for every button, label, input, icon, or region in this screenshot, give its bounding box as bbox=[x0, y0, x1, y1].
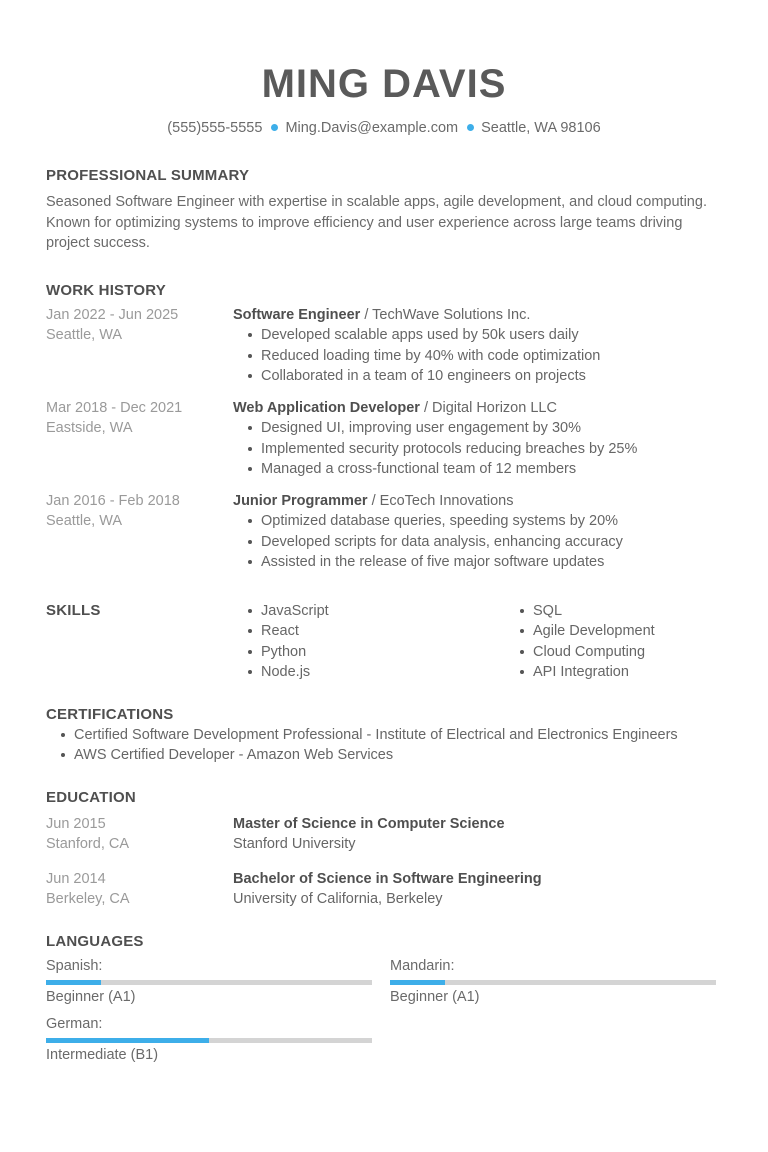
education-location: Stanford, CA bbox=[46, 836, 130, 852]
proficiency-bar bbox=[390, 980, 716, 985]
job-location: Seattle, WA bbox=[46, 327, 123, 343]
language-item bbox=[46, 956, 372, 1007]
skills-section bbox=[46, 601, 722, 683]
education-degree: Master of Science in Computer Science bbox=[233, 815, 505, 832]
certifications-list bbox=[46, 725, 722, 766]
skill-item: SQL bbox=[533, 601, 768, 622]
job-company: / EcoTech Innovations bbox=[367, 492, 514, 509]
certifications-section bbox=[46, 705, 722, 766]
separator-dot-icon bbox=[271, 124, 278, 131]
skills-heading: SKILLS bbox=[46, 601, 101, 619]
email-text: Ming.Davis@example.com bbox=[285, 120, 459, 136]
job-bullet: Reduced loading time by 40% with code optimization bbox=[261, 346, 722, 367]
language-item bbox=[46, 1014, 372, 1065]
skills-list bbox=[505, 601, 768, 683]
language-name: Mandarin: bbox=[390, 957, 455, 974]
job-entry bbox=[46, 398, 722, 480]
education-degree: Bachelor of Science in Software Engineering bbox=[233, 870, 542, 887]
job-dates: Jan 2016 - Feb 2018 bbox=[46, 492, 180, 509]
summary-heading: PROFESSIONAL SUMMARY bbox=[46, 167, 250, 184]
skill-item: API Integration bbox=[533, 662, 768, 683]
summary-section bbox=[46, 166, 722, 254]
job-dates: Mar 2018 - Dec 2021 bbox=[46, 399, 183, 416]
contact-line bbox=[46, 118, 722, 138]
proficiency-bar bbox=[46, 1038, 372, 1043]
job-bullet: Designed UI, improving user engagement by 30% bbox=[261, 418, 722, 439]
job-bullet: Developed scalable apps used by 50k users daily bbox=[261, 325, 722, 346]
skills-list bbox=[233, 601, 505, 683]
education-school: University of California, Berkeley bbox=[233, 891, 443, 907]
education-entry bbox=[46, 814, 722, 855]
job-bullets bbox=[233, 511, 722, 573]
languages-heading: LANGUAGES bbox=[46, 932, 144, 950]
skill-item: React bbox=[261, 621, 505, 642]
location-text: Seattle, WA 98106 bbox=[481, 120, 601, 136]
certification-item: Certified Software Development Professional - Institute of Electrical and Electronics Engineers bbox=[74, 725, 722, 746]
job-entry bbox=[46, 491, 722, 573]
job-dates: Jan 2022 - Jun 2025 bbox=[46, 306, 179, 323]
job-bullet: Optimized database queries, speeding systems by 20% bbox=[261, 511, 722, 532]
job-company: / Digital Horizon LLC bbox=[419, 399, 557, 416]
job-location: Eastside, WA bbox=[46, 420, 133, 436]
skill-item: Node.js bbox=[261, 662, 505, 683]
language-level: Beginner (A1) bbox=[46, 988, 136, 1005]
skill-item: Python bbox=[261, 642, 505, 663]
job-location: Seattle, WA bbox=[46, 513, 123, 529]
proficiency-fill bbox=[390, 980, 445, 985]
job-bullet: Collaborated in a team of 10 engineers on projects bbox=[261, 366, 722, 387]
job-bullet: Assisted in the release of five major software updates bbox=[261, 552, 722, 573]
education-section bbox=[46, 788, 722, 910]
language-item bbox=[390, 956, 716, 1007]
proficiency-fill bbox=[46, 1038, 209, 1043]
job-bullet: Managed a cross-functional team of 12 members bbox=[261, 459, 722, 480]
phone-text: (555)555-5555 bbox=[167, 120, 263, 136]
job-company: / TechWave Solutions Inc. bbox=[360, 306, 531, 323]
summary-text: Seasoned Software Engineer with expertise in scalable apps, agile development, and cloud computing. Known for optimizing systems to improve efficiency and user experience across large teams driving project success. bbox=[46, 194, 707, 251]
job-title: Web Application Developer bbox=[233, 399, 420, 416]
job-entry bbox=[46, 305, 722, 387]
certifications-heading: CERTIFICATIONS bbox=[46, 705, 174, 723]
education-location: Berkeley, CA bbox=[46, 891, 130, 907]
separator-dot-icon bbox=[467, 124, 474, 131]
skill-item: Cloud Computing bbox=[533, 642, 768, 663]
work-history-heading: WORK HISTORY bbox=[46, 281, 166, 299]
job-title: Junior Programmer bbox=[233, 492, 368, 509]
language-level: Beginner (A1) bbox=[390, 988, 480, 1005]
job-bullet: Implemented security protocols reducing breaches by 25% bbox=[261, 439, 722, 460]
skill-item: JavaScript bbox=[261, 601, 505, 622]
job-bullet: Developed scripts for data analysis, enhancing accuracy bbox=[261, 532, 722, 553]
proficiency-fill bbox=[46, 980, 101, 985]
job-bullets bbox=[233, 418, 722, 480]
language-level: Intermediate (B1) bbox=[46, 1046, 159, 1063]
certification-item: AWS Certified Developer - Amazon Web Services bbox=[74, 745, 722, 766]
job-title: Software Engineer bbox=[233, 306, 361, 323]
languages-grid bbox=[46, 956, 722, 1086]
candidate-name: MING DAVIS bbox=[261, 62, 507, 106]
education-heading: EDUCATION bbox=[46, 788, 136, 806]
job-bullets bbox=[233, 325, 722, 387]
education-school: Stanford University bbox=[233, 836, 356, 852]
language-name: German: bbox=[46, 1015, 103, 1032]
skill-item: Agile Development bbox=[533, 621, 768, 642]
proficiency-bar bbox=[46, 980, 372, 985]
education-date: Jun 2015 bbox=[46, 815, 106, 832]
languages-section bbox=[46, 932, 722, 1086]
education-entry bbox=[46, 869, 722, 910]
work-history-section bbox=[46, 281, 722, 573]
language-name: Spanish: bbox=[46, 957, 103, 974]
education-date: Jun 2014 bbox=[46, 870, 106, 887]
